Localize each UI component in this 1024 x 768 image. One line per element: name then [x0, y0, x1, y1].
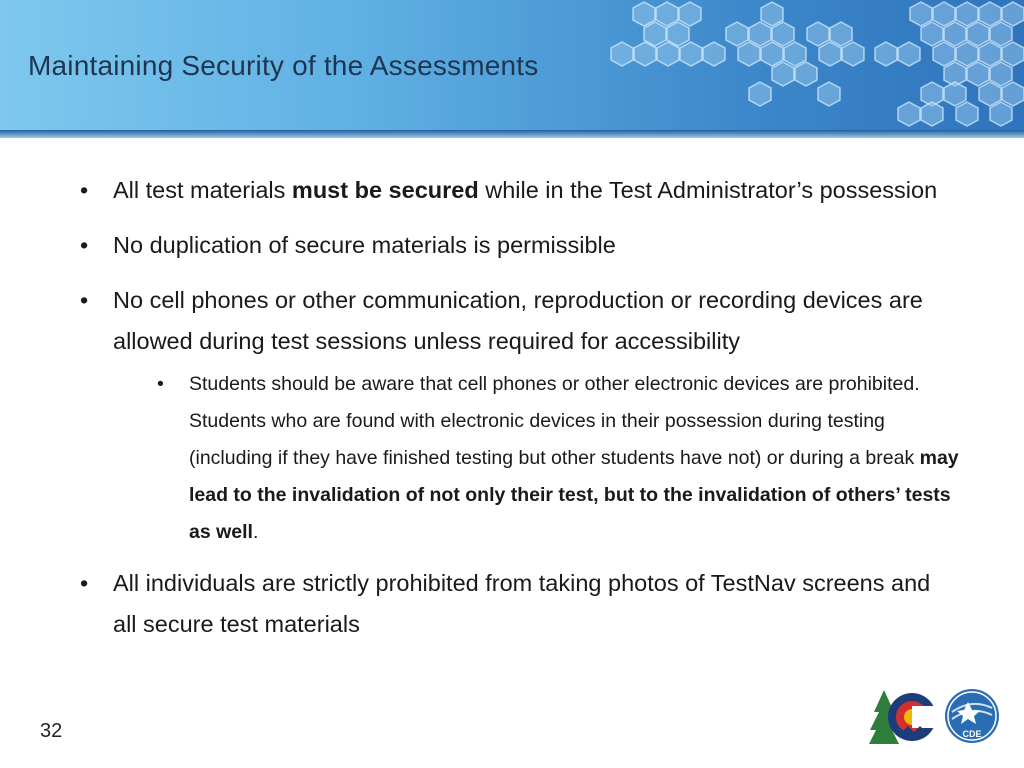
bullet-text: No duplication of secure materials is permissible [113, 232, 616, 258]
slide-header [0, 0, 1024, 132]
logo-text: CDE [962, 729, 982, 739]
bullet-text: All test materials [113, 177, 292, 203]
bullet-bold-text: must be secured [291, 177, 479, 203]
bullet-text: No cell phones or other communication, reproduction or recording devices are allowed during test sessions unless required for accessibility [113, 287, 923, 354]
bullet-list [80, 170, 960, 362]
colorado-cde-logo-icon [868, 688, 1004, 750]
slide-number: 32 [40, 720, 63, 742]
sub-bullet-bold-text: may lead to the invalidation of not only their test, but to the invalidation of others’ tests as well [189, 447, 959, 543]
bullet-item [80, 225, 960, 266]
bullet-item [80, 280, 960, 362]
bullet-text: All individuals are strictly prohibited from taking photos of TestNav screens and all secure test materials [113, 570, 931, 637]
header-divider [0, 130, 1024, 138]
bullet-text: while in the Test Administrator’s possession [478, 177, 938, 203]
slide-content [80, 170, 960, 659]
bullet-list [80, 563, 960, 645]
bullet-item [80, 563, 960, 645]
bullet-item [80, 170, 960, 211]
sub-bullet-text: . [252, 521, 259, 543]
sub-bullet-text: Students should be aware that cell phones or other electronic devices are prohibited. Students who are found with electronic devices in their possession during testing (including if they have finished testing but other students have not) or during a break [189, 373, 920, 469]
sub-bullet-item [157, 366, 960, 551]
hexagon-pattern-icon [604, 0, 1024, 132]
page-title: Maintaining Security of the Assessments [28, 50, 539, 81]
